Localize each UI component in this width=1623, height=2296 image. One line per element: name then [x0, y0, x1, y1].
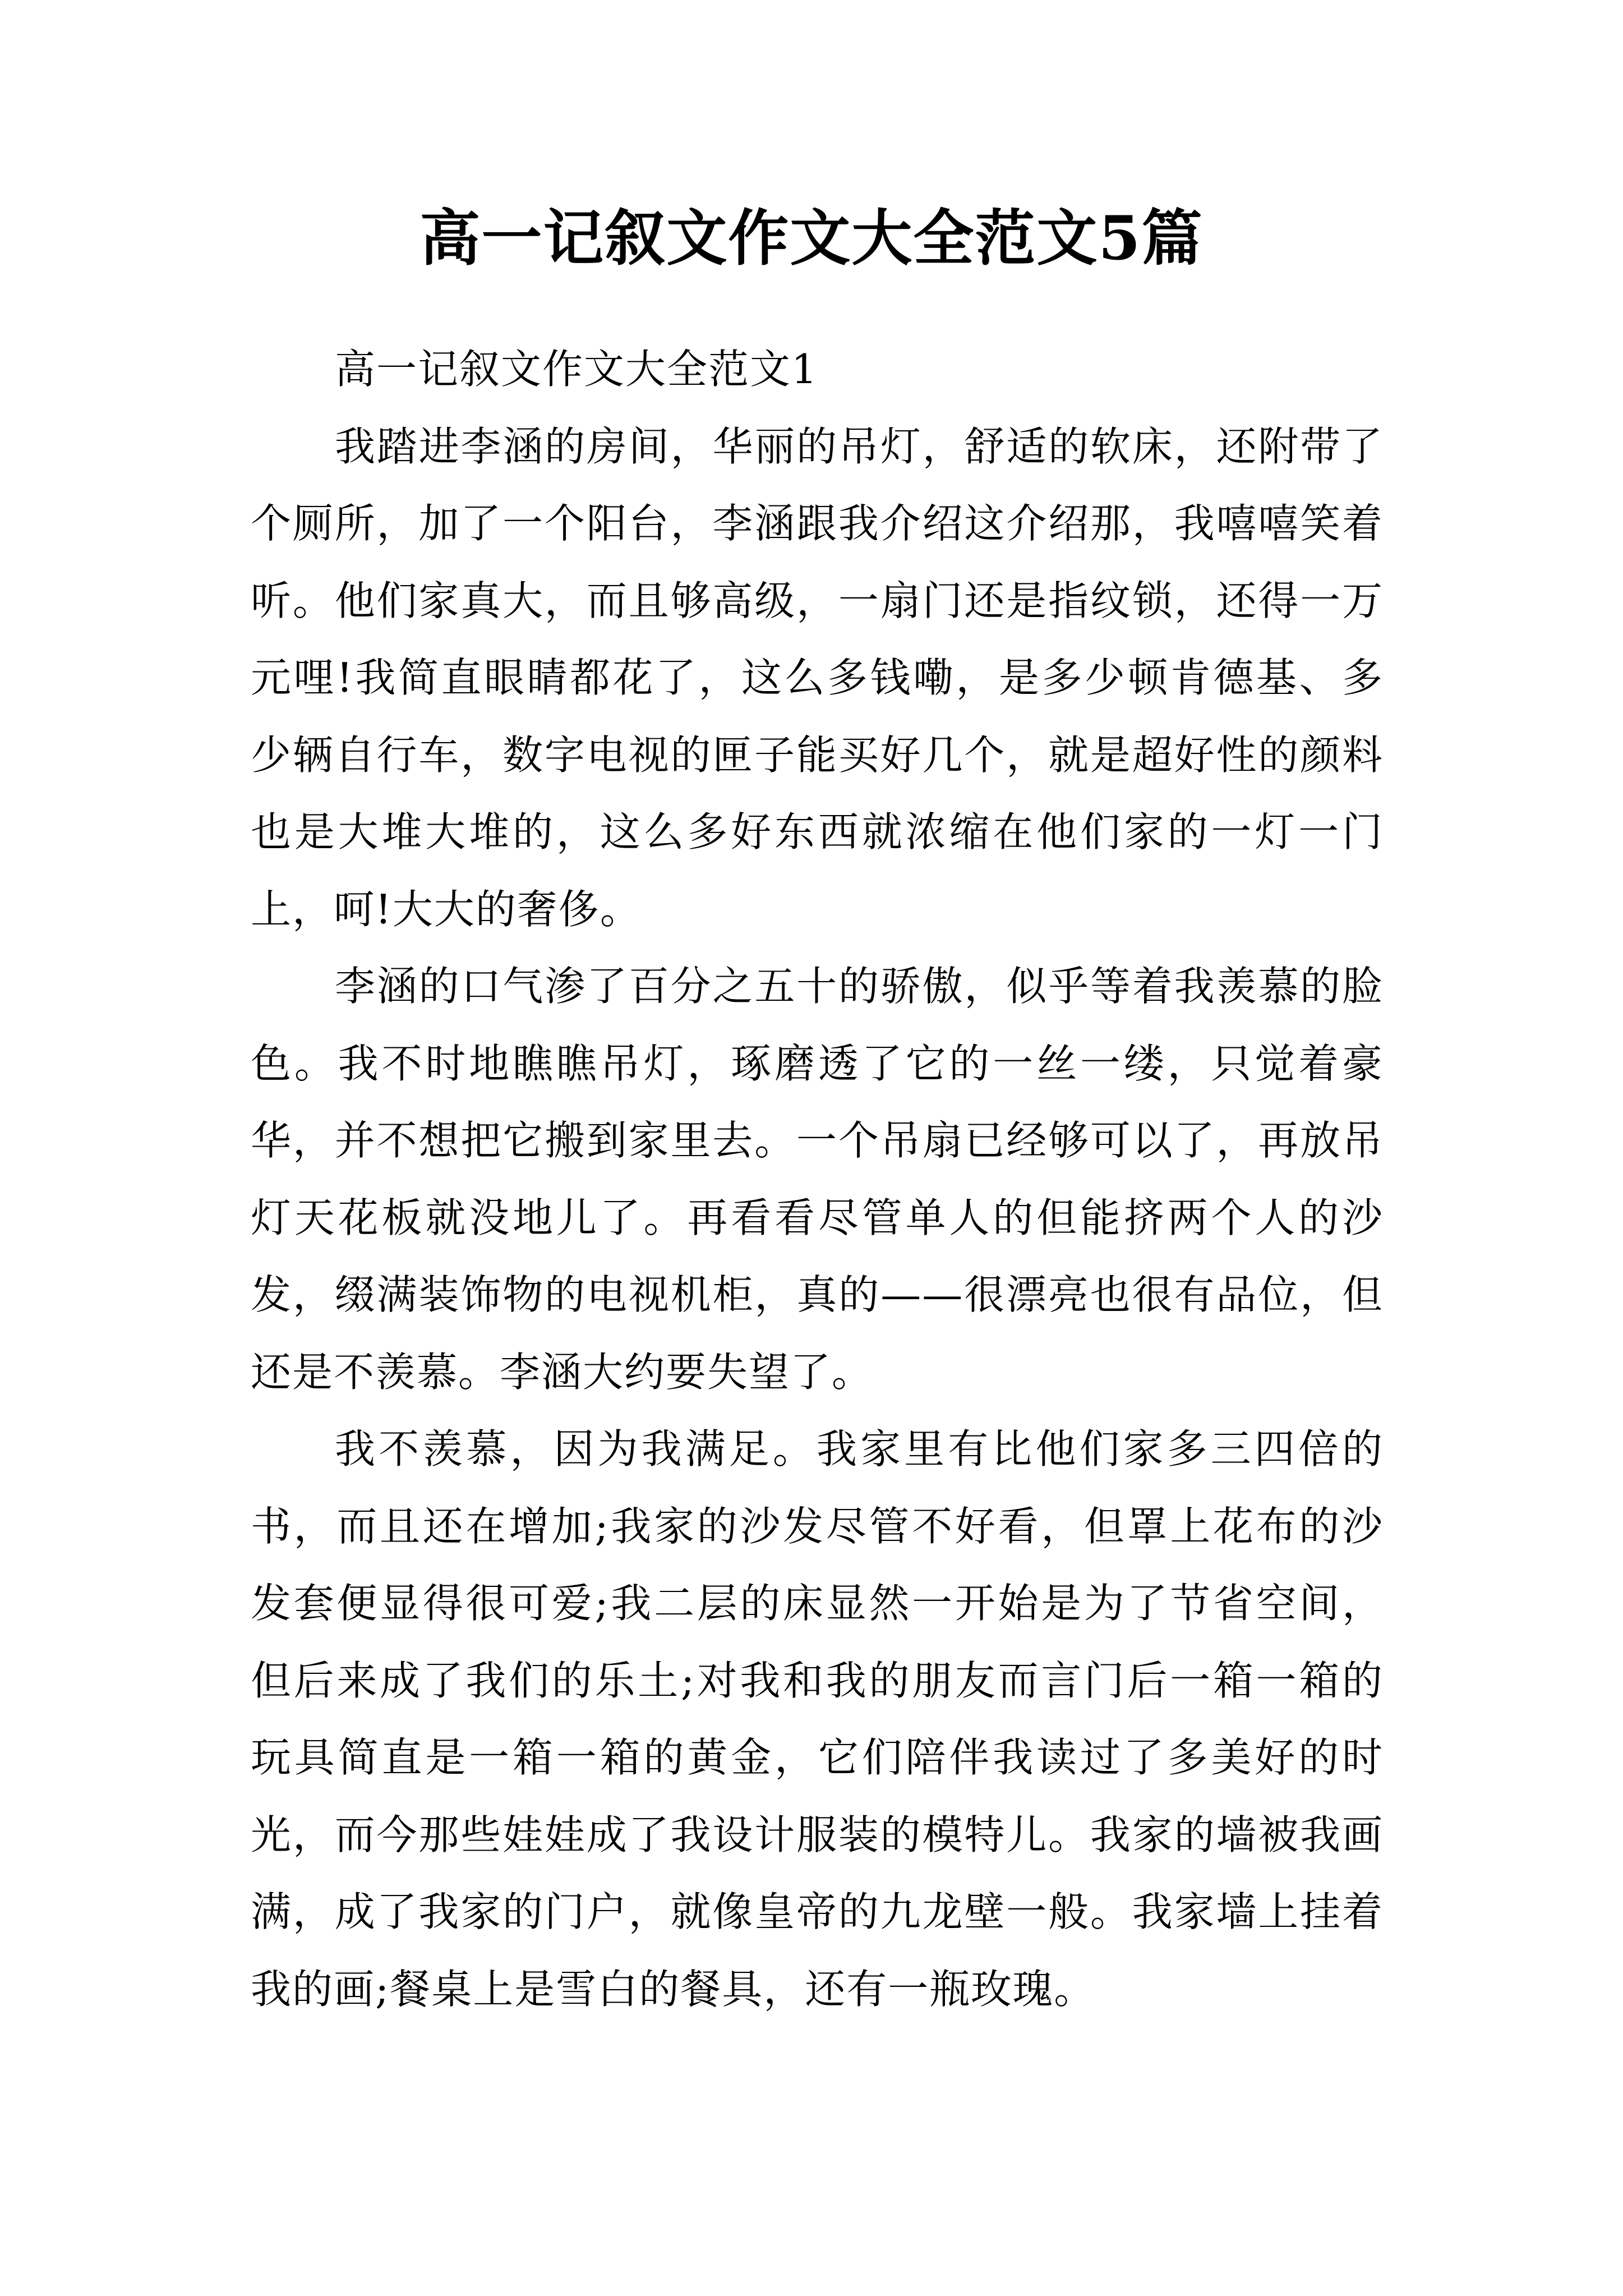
document-body [251, 331, 1384, 2028]
section-heading: 高一记叙文作文大全范文1 [335, 346, 818, 393]
paragraph-1: 我踏进李涵的房间，华丽的吊灯，舒适的软床，还附带了个厕所，加了一个阳台，李涵跟我介绍这介绍那，我嘻嘻笑着听。他们家真大，而且够高级，一扇门还是指纹锁，还得一万元哩!我简直眼睛都花了，这么多钱嘞，是多少顿肯德基、多少辆自行车，数字电视的匣子能买好几个，就是超好性的颜料也是大堆大堆的，这么多好东西就浓缩在他们家的一灯一门上，呵!大大的奢侈。 [251, 422, 1384, 933]
paragraph-3: 我不羡慕，因为我满足。我家里有比他们家多三四倍的书，而且还在增加;我家的沙发尽管不好看，但罩上花布的沙发套便显得很可爱;我二层的床显然一开始是为了节省空间，但后来成了我们的乐土;对我和我的朋友而言门后一箱一箱的玩具简直是一箱一箱的黄金，它们陪伴我读过了多美好的时光，而今那些娃娃成了我设计服装的模特儿。我家的墙被我画满，成了我家的门户，就像皇帝的九龙壁一般。我家墙上挂着我的画;餐桌上是雪白的餐具，还有一瓶玫瑰。 [251, 1425, 1384, 2013]
paragraph-2: 李涵的口气渗了百分之五十的骄傲，似乎等着我羡慕的脸色。我不时地瞧瞧吊灯，琢磨透了它的一丝一缕，只觉着豪华，并不想把它搬到家里去。一个吊扇已经够可以了，再放吊灯天花板就没地儿了。再看看尽管单人的但能挤两个人的沙发，缀满装饰物的电视机柜，真的——很漂亮也很有品位，但还是不羡慕。李涵大约要失望了。 [251, 963, 1384, 1396]
document-title: 高一记叙文作文大全范文5篇 [419, 203, 1204, 274]
